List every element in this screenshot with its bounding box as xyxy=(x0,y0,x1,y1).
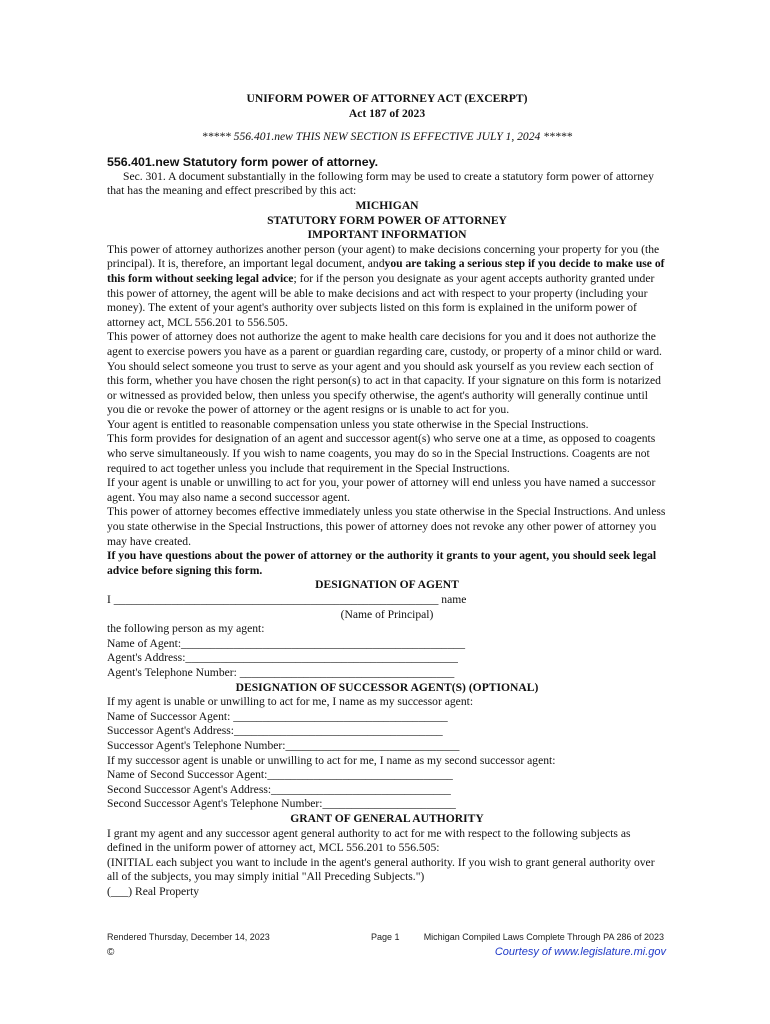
agent-intro-line: the following person as my agent: xyxy=(107,622,265,636)
second-successor-address-field: Second Successor Agent's Address:_______________________________ xyxy=(107,782,451,796)
act-number: Act 187 of 2023 xyxy=(348,106,426,120)
form-state: MICHIGAN xyxy=(355,198,419,212)
successor-name-field: Name of Successor Agent: _____________________________________ xyxy=(107,709,448,723)
info-paragraph-3: You should select someone you trust to serve as your agent and you should ask yourself as you review each section of this form, whether you have chosen the right person(s) to act in that capacity. If your signature on this form is notarized or witnessed as provided below, then unless you specify otherwise, the agent's authority will generally continue until you die or revoke the power of attorney or the agent resigns or is unable to act for you. xyxy=(107,359,661,417)
grant-heading: GRANT OF GENERAL AUTHORITY xyxy=(290,811,484,825)
designation-heading: DESIGNATION OF AGENT xyxy=(315,578,459,592)
info-paragraph-5: This form provides for designation of an agent and successor agent(s) who serve one at a time, as opposed to coagents who serve simultaneously. If you wish to name coagents, you may do so in the Special Instructions. Coagents are not required to act together unless you include that requirement in the Special Instructions. xyxy=(107,432,656,475)
page-number: Page 1 xyxy=(371,932,400,942)
info-paragraph-2: This power of attorney does not authorize the agent to make health care decisions for you and it does not authorize the agent to exercise powers you have as a parent or guardian regarding care, custody, or property of a minor child or ward. xyxy=(107,330,662,358)
successor-telephone-field: Successor Agent's Telephone Number:______________________________ xyxy=(107,738,460,752)
grant-paragraph-2: (INITIAL each subject you want to include in the agent's general authority. If you wish to grant general authority over all of the subjects, you may simply initial "All Preceding Subjects.") xyxy=(107,855,655,884)
info-paragraph-6: If your agent is unable or unwilling to act for you, your power of attorney will end unless you have named a successor agent. You may also name a second successor agent. xyxy=(107,476,656,504)
info-paragraph-4: Your agent is entitled to reasonable compensation unless you state otherwise in the Special Instructions. xyxy=(107,417,589,431)
info-paragraph-1 xyxy=(107,243,667,331)
document-title: UNIFORM POWER OF ATTORNEY ACT (EXCERPT) xyxy=(246,92,528,105)
successor-heading: DESIGNATION OF SUCCESSOR AGENT(S) (OPTIONAL) xyxy=(235,680,539,694)
second-successor-intro-line: If my successor agent is unable or unwilling to act for me, I name as my second successor agent: xyxy=(107,753,556,767)
legal-advice-warning: If you have questions about the power of attorney or the authority it grants to your agent, you should seek legal advice before signing this form. xyxy=(107,549,657,577)
principal-name-caption: (Name of Principal) xyxy=(340,607,434,621)
grant-paragraph-1: I grant my agent and any successor agent general authority to act for me with respect to the following subjects as defined in the uniform power of attorney act, MCL 556.201 to 556.505: xyxy=(107,826,631,855)
copyright-symbol: © xyxy=(107,947,115,958)
principal-name-line: I ________________________________________________________ name xyxy=(107,593,467,606)
section-heading: 556.401.new Statutory form power of attorney. xyxy=(107,154,379,169)
agent-telephone-field: Agent's Telephone Number: _____________________________________ xyxy=(107,665,455,679)
agent-address-field: Agent's Address:_______________________________________________ xyxy=(107,651,458,665)
second-successor-telephone-field: Second Successor Agent's Telephone Number:_______________________ xyxy=(107,797,456,811)
info-p1-warning: you are taking a serious step if you decide to make use of this form without seeking legal advice xyxy=(107,257,665,285)
info-paragraph-7: This power of attorney becomes effective immediately unless you state otherwise in the Special Instructions. And unless you state otherwise in the Special Instructions, this power of attorney does not revoke any other power of attorney you may have created. xyxy=(107,505,666,548)
section-intro: Sec. 301. A document substantially in the following form may be used to create a statutory form power of attorney that has the meaning and effect prescribed by this act: xyxy=(107,169,654,198)
info-p1-start: This power of attorney authorizes another person (your agent) to make decisions concerning your property for you (the principal). It is, therefore, an important legal document, and xyxy=(107,242,660,271)
second-successor-name-field: Name of Second Successor Agent:________________________________ xyxy=(107,768,453,782)
effective-notice: ***** 556.401.new THIS NEW SECTION IS EFFECTIVE JULY 1, 2024 ***** xyxy=(201,130,573,144)
rendered-date: Rendered Thursday, December 14, 2023 xyxy=(107,932,270,942)
document-content xyxy=(107,92,667,899)
courtesy-link[interactable]: Courtesy of www.legislature.mi.gov xyxy=(494,946,666,958)
info-p1-end: ; for if the person you designate as your agent accepts authority granted under this power of attorney, the agent will be able to make decisions and act with respect to your property (including your money). The extent of your agent's authority over subjects listed on this form is explained in the uniform power of attorney act, MCL 556.201 to 556.505. xyxy=(107,271,655,329)
successor-address-field: Successor Agent's Address:____________________________________ xyxy=(107,724,443,738)
successor-intro-line: If my agent is unable or unwilling to act for me, I name as my successor agent: xyxy=(107,695,474,709)
form-name: STATUTORY FORM POWER OF ATTORNEY xyxy=(267,213,507,227)
real-property-line: (___) Real Property xyxy=(107,884,200,898)
important-information-heading: IMPORTANT INFORMATION xyxy=(307,228,467,242)
agent-name-field: Name of Agent:_________________________________________________ xyxy=(107,636,466,650)
compiled-notice: Michigan Compiled Laws Complete Through PA 286 of 2023 xyxy=(423,932,664,942)
